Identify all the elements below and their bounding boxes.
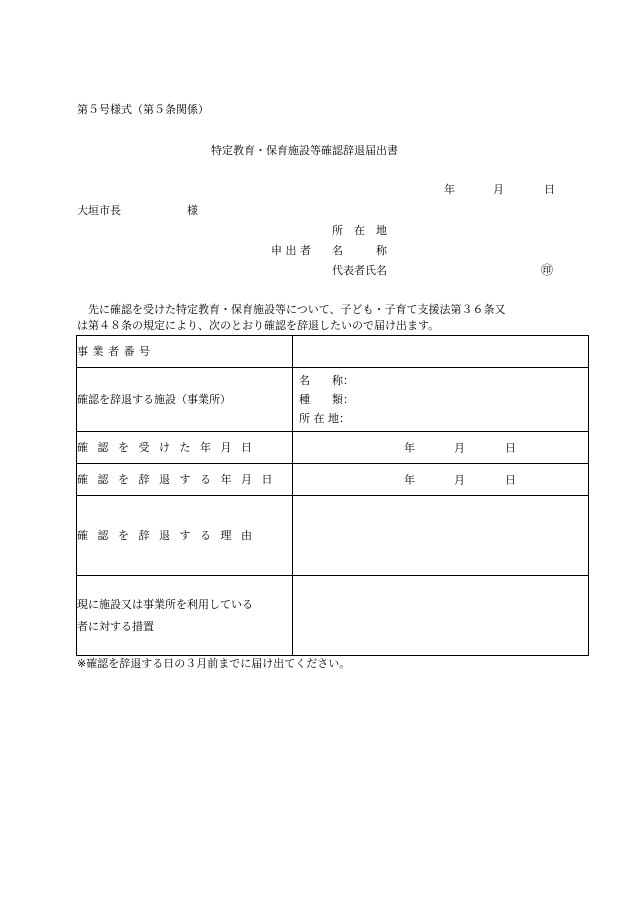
reason-value[interactable]	[293, 496, 589, 576]
withdraw-date-value[interactable]	[293, 464, 589, 496]
facility-address-field: 所 在 地：	[299, 412, 350, 425]
facility-label: 確認を辞退する施設（事業所）	[77, 368, 293, 432]
withdraw-date-label	[77, 464, 293, 496]
business-number-value[interactable]	[293, 336, 589, 368]
applicant-address-label: 所 在 地	[332, 224, 387, 237]
table-row	[77, 496, 589, 576]
business-number-label-text: 事業者番号	[77, 345, 155, 358]
applicant-label: 申 出 者	[271, 244, 311, 257]
confirmed-year-unit: 年	[404, 441, 415, 454]
withdraw-date-label-text: 確認を辞退する年月日	[77, 473, 282, 486]
table-row	[77, 464, 589, 496]
confirmed-date-value[interactable]	[293, 432, 589, 464]
intro-line-1: 先に確認を受けた特定教育・保育施設等について、子ども・子育て支援法第３６条又	[77, 303, 506, 316]
facility-details[interactable]	[293, 368, 589, 432]
confirmed-month-unit: 月	[454, 441, 465, 454]
form-number: 第５号様式（第５条関係）	[77, 103, 209, 116]
addressee-name: 大垣市長	[77, 204, 121, 217]
measures-label-line-2: 者に対する措置	[77, 619, 154, 633]
business-number-label	[77, 336, 293, 368]
confirmed-date-label	[77, 432, 293, 464]
seal-mark: ㊞	[541, 263, 554, 277]
table-row	[77, 432, 589, 464]
document-title: 特定教育・保育施設等確認辞退届出書	[211, 144, 398, 157]
footnote: ※確認を辞退する日の３月前までに届け出てください。	[77, 657, 351, 670]
date-month-unit: 月	[493, 183, 504, 196]
reason-label-text: 確認を辞退する理由	[77, 529, 262, 542]
confirmed-date-label-text: 確認を受けた年月日	[77, 441, 262, 454]
intro-line-2: は第４８条の規定により、次のとおり確認を辞退したいので届け出ます。	[77, 319, 440, 332]
table-row	[77, 336, 589, 368]
addressee-honorific: 様	[187, 204, 198, 217]
measures-value[interactable]	[293, 576, 589, 656]
withdraw-day-unit: 日	[505, 473, 516, 486]
facility-name-field: 名 称：	[299, 374, 354, 387]
date-day-unit: 日	[544, 183, 555, 196]
facility-type-field: 種 類：	[299, 393, 354, 406]
measures-label-line-1: 現に施設又は事業所を利用している	[77, 597, 253, 611]
applicant-name-label: 名 称	[332, 244, 387, 257]
withdrawal-form-table	[76, 335, 589, 656]
withdraw-year-unit: 年	[404, 473, 415, 486]
applicant-representative-label: 代表者氏名	[332, 264, 387, 277]
reason-label	[77, 496, 293, 576]
table-row	[77, 368, 589, 432]
measures-label	[77, 576, 293, 656]
date-year-unit: 年	[444, 183, 455, 196]
withdraw-month-unit: 月	[454, 473, 465, 486]
table-row	[77, 576, 589, 656]
confirmed-day-unit: 日	[505, 441, 516, 454]
